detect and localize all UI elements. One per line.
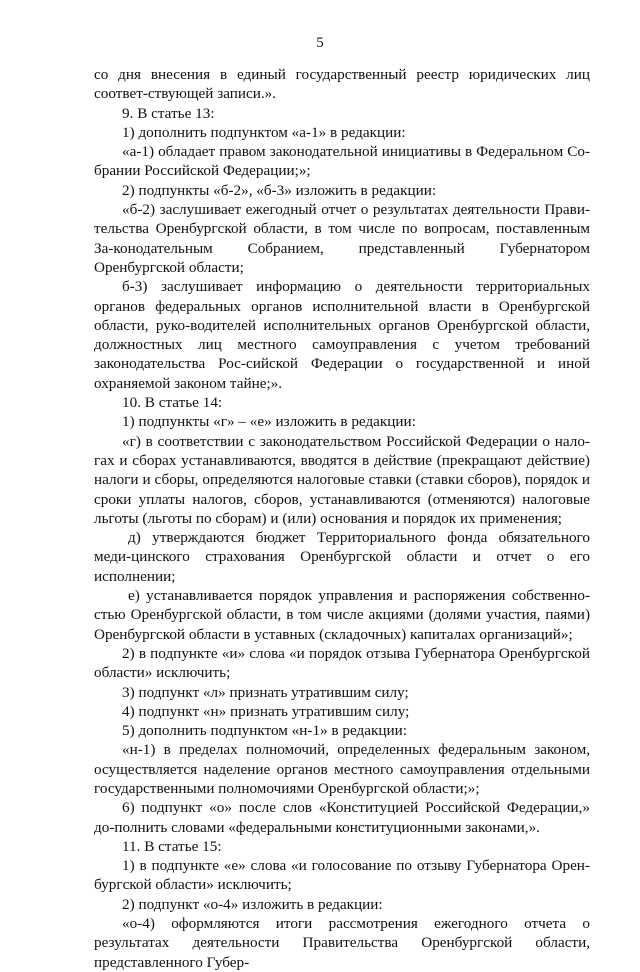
paragraph: д) утверждаются бюджет Территориального фонда обязательного меди-цинского страхования Оренбургской области и отчет о его исполнении; (94, 529, 590, 585)
paragraph: 1) в подпункте «е» слова «и голосование по отзыву Губернатора Орен-бургской области» исключить; (94, 857, 590, 894)
paragraph: 2) подпункты «б-2», «б-3» изложить в редакции: (122, 181, 437, 199)
paragraph: 3) подпункт «л» признать утратившим силу; (122, 683, 409, 701)
paragraph: 9. В статье 13: (122, 104, 215, 122)
paragraph: 2) в подпункте «и» слова «и порядок отзыва Губернатора Оренбургской области» исключить; (94, 644, 590, 682)
paragraph: «о-4) оформляются итоги рассмотрения ежегодного отчета о результатах деятельности Правительства Оренбургской области, представленного Губер- (94, 915, 590, 971)
paragraph: 1) подпункты «г» – «е» изложить в редакции: (122, 413, 416, 431)
paragraph: 2) подпункт «о-4» изложить в редакции: (122, 895, 383, 913)
paragraph: со дня внесения в единый государственный реестр юридических лиц соответ-ствующей записи.». (94, 66, 590, 103)
paragraph: «г) в соответствии с законодательством Российской Федерации о нало-гах и сборах устанавливаются, вводятся в действие (прекращают действие) налоги и сборы, определяются налоговые ставки (ставки сборов), порядок и сроки уплаты налогов, сборов, устанавливаются (отменяются) налоговые льготы (льготы по сборам) и (или) основания и порядок их применения; (94, 432, 590, 527)
paragraph: 1) дополнить подпунктом «а-1» в редакции: (122, 123, 406, 141)
paragraph: 4) подпункт «н» признать утратившим силу; (122, 702, 410, 720)
paragraph: «н-1) в пределах полномочий, определенных федеральным законом, осуществляется наделение органов местного самоуправления отдельными государственными полномочиями Оренбургской области;»; (94, 741, 590, 797)
paragraph: 11. В статье 15: (122, 837, 222, 855)
paragraph: 10. В статье 14: (122, 394, 223, 412)
page-number: 5 (316, 35, 324, 51)
paragraph: «б-2) заслушивает ежегодный отчет о результатах деятельности Прави-тельства Оренбургской области, в том числе по вопросам, поставленным За-конодательным Собранием, представленный Губернатором Оренбургской области; (94, 201, 590, 276)
paragraph: «а-1) обладает правом законодательной инициативы в Федеральном Со-брании Российской Федерации;»; (94, 143, 590, 180)
paragraph: 5) дополнить подпунктом «н-1» в редакции: (122, 722, 407, 740)
paragraph: е) устанавливается порядок управления и распоряжения собственно-стью Оренбургской области, в том числе акциями (долями участия, паями) Оренбургской области в уставных (складочных) капиталах организаций»; (94, 587, 590, 643)
paragraph: б-3) заслушивает информацию о деятельности территориальных органов федеральных органов исполнительной власти в Оренбургской области, руко-водителей исполнительных органов Оренбургской области, должностных лиц местного самоуправления с учетом требований законодательства Рос-сийской Федерации о государственной и иной охраняемой законом тайне;». (94, 278, 590, 392)
document-body (94, 65, 590, 972)
paragraph: 6) подпункт «о» после слов «Конституцией Российской Федерации,» до-полнить словами «федеральными конституционными законами,». (94, 799, 590, 836)
